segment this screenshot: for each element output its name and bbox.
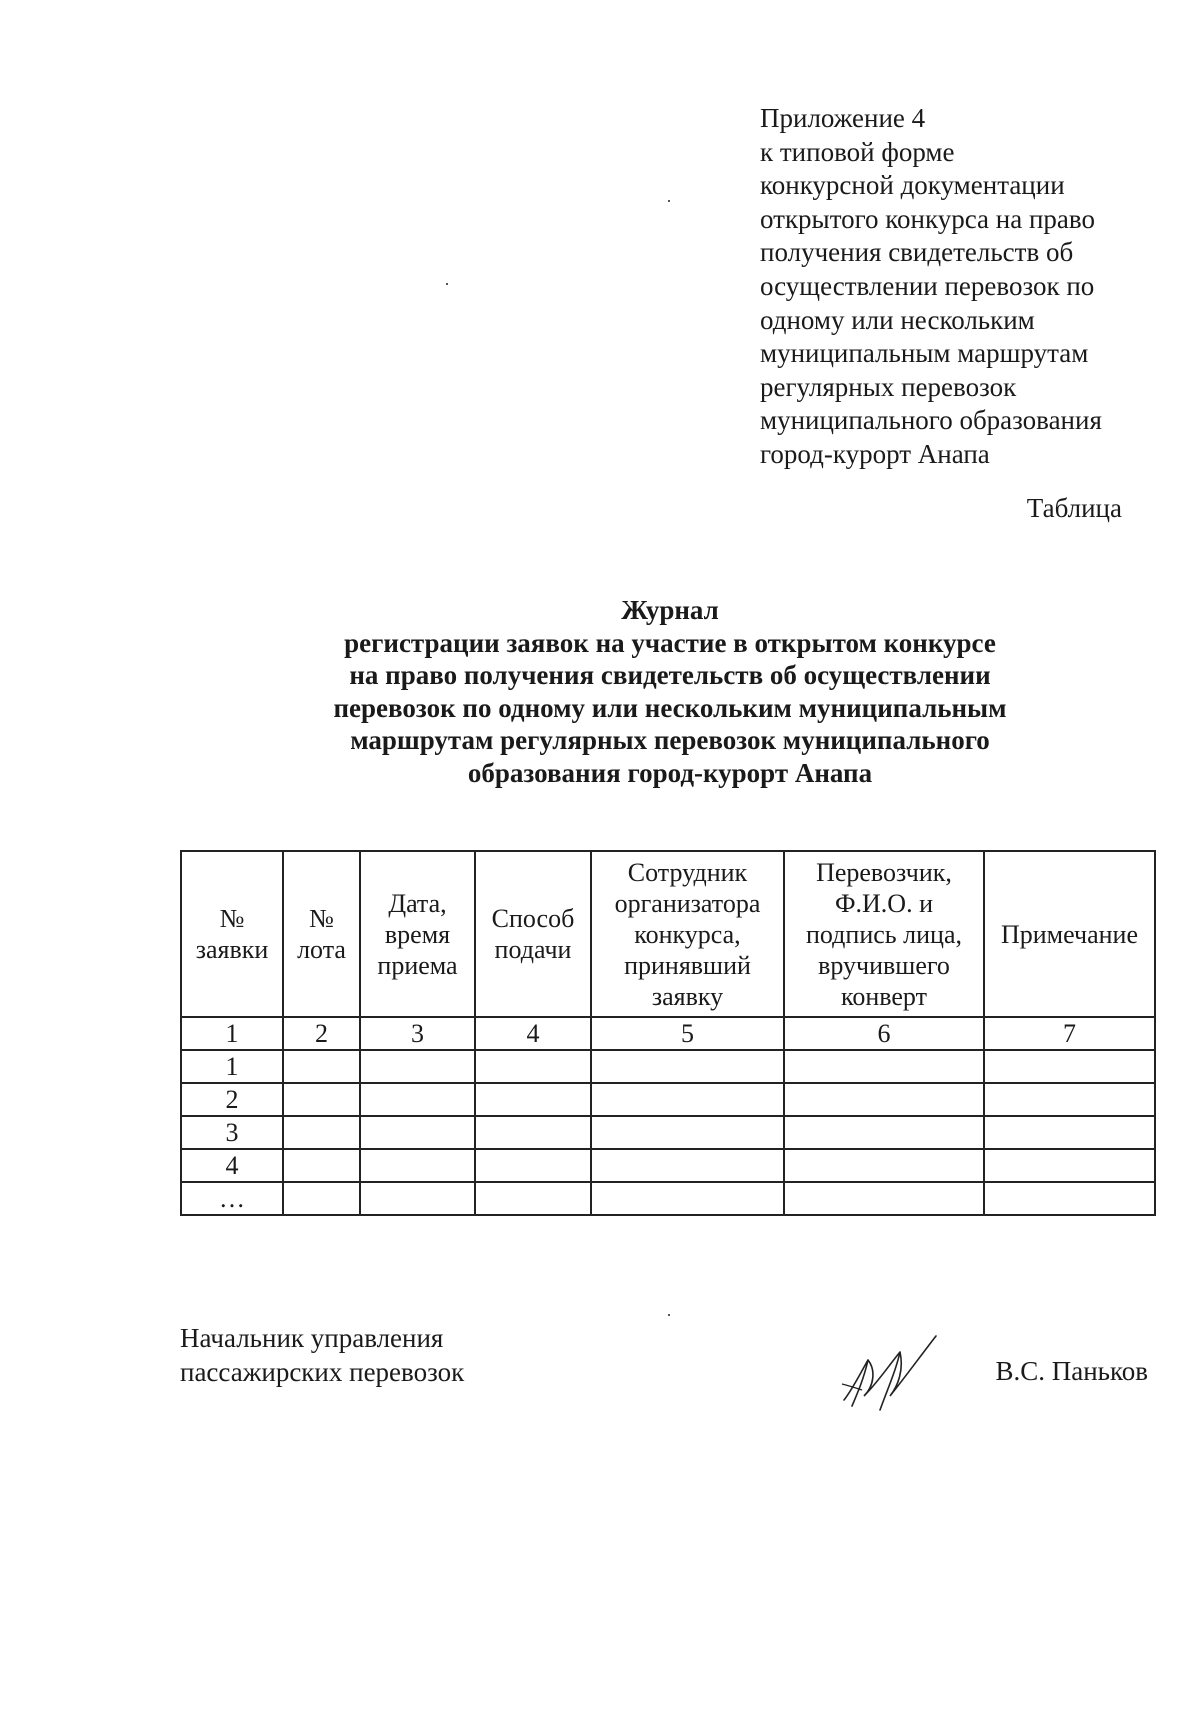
table-cell: [984, 1182, 1155, 1215]
table-row: [181, 1149, 1155, 1182]
appendix-line: регулярных перевозок: [760, 371, 1017, 402]
table-cell: [475, 1182, 591, 1215]
table-cell: [283, 1083, 360, 1116]
table-cell: [283, 1050, 360, 1083]
registration-table: [180, 850, 1156, 1216]
appendix-line: получения свидетельств об: [760, 237, 1074, 268]
table-cell: [475, 1149, 591, 1182]
table-cell: [984, 1116, 1155, 1149]
application-number-cell: …: [181, 1182, 283, 1215]
table-cell: [784, 1116, 984, 1149]
column-header-line: Примечание: [1000, 919, 1139, 949]
title-line: на право получения свидетельств об осуществлении: [349, 660, 991, 691]
column-header: [984, 851, 1155, 1017]
column-header-line: заявку: [651, 981, 724, 1011]
column-header-line: конкурса,: [634, 919, 741, 949]
appendix-line: город-курорт Анапа: [760, 438, 990, 469]
column-header-line: приема: [377, 950, 458, 980]
table-cell: [591, 1116, 784, 1149]
table-row: [181, 1083, 1155, 1116]
scan-speck: [446, 283, 448, 285]
title-line: маршрутам регулярных перевозок муниципального: [350, 725, 990, 756]
table-cell: [283, 1182, 360, 1215]
appendix-line: конкурсной документации: [760, 170, 1065, 201]
column-header: [283, 851, 360, 1017]
table-cell: [591, 1149, 784, 1182]
column-number-cell: 6: [784, 1017, 984, 1050]
table-cell: [283, 1149, 360, 1182]
title-line: образования город-курорт Анапа: [467, 757, 873, 788]
handwritten-signature: [838, 1330, 943, 1414]
column-header-line: Сотрудник: [627, 857, 748, 887]
signer-position-line: пассажирских перевозок: [180, 1357, 465, 1387]
column-header-line: принявший: [624, 950, 751, 980]
table-cell: [784, 1083, 984, 1116]
column-header-line: конверт: [841, 981, 927, 1011]
title-line: регистрации заявок на участие в открытом конкурсе: [344, 627, 996, 658]
column-header: [591, 851, 784, 1017]
table-cell: [475, 1050, 591, 1083]
column-number-cell: 3: [360, 1017, 475, 1050]
signer-position-line: Начальник управления: [180, 1323, 444, 1353]
column-number-cell: 2: [283, 1017, 360, 1050]
application-number-cell: 1: [181, 1050, 283, 1083]
column-number-cell: 4: [475, 1017, 591, 1050]
table-label: Таблица: [1026, 493, 1122, 523]
signer-position: [180, 1321, 464, 1389]
appendix-line: к типовой форме: [760, 136, 955, 167]
table-cell: [360, 1050, 475, 1083]
appendix-line: муниципальным маршрутам: [760, 338, 1089, 369]
column-header: [360, 851, 475, 1017]
document-title: [240, 594, 1100, 790]
signer-name: В.С. Паньков: [995, 1356, 1148, 1386]
column-header-line: лота: [297, 935, 346, 964]
table-cell: [360, 1116, 475, 1149]
column-number-row: [181, 1017, 1155, 1050]
table-row: [181, 1116, 1155, 1149]
column-header: [475, 851, 591, 1017]
table-row: [181, 1182, 1155, 1215]
column-header: [784, 851, 984, 1017]
appendix-line: одному или нескольким: [760, 304, 1035, 335]
appendix-line: Приложение 4: [760, 103, 926, 133]
appendix-line: осуществлении перевозок по: [760, 270, 1095, 301]
column-header-line: Способ: [491, 904, 575, 933]
table-cell: [360, 1149, 475, 1182]
application-number-cell: 3: [181, 1116, 283, 1149]
column-header-line: заявки: [195, 935, 269, 964]
title-line: перевозок по одному или нескольким муниципальным: [333, 692, 1007, 723]
table-cell: [475, 1083, 591, 1116]
title-line: Журнал: [621, 595, 719, 625]
table-row: [181, 1050, 1155, 1083]
table-cell: [360, 1083, 475, 1116]
scan-speck: [668, 1314, 670, 1316]
appendix-note: [760, 102, 1160, 472]
column-number-cell: 1: [181, 1017, 283, 1050]
appendix-line: открытого конкурса на право: [760, 203, 1095, 234]
application-number-cell: 2: [181, 1083, 283, 1116]
column-header-line: Ф.И.О. и: [834, 888, 933, 918]
table-cell: [360, 1182, 475, 1215]
column-header-line: время: [384, 919, 451, 949]
column-header: [181, 851, 283, 1017]
column-header-line: №: [219, 904, 245, 933]
table-cell: [784, 1050, 984, 1083]
column-header-line: подпись лица,: [806, 919, 962, 949]
column-header-line: Перевозчик,: [816, 857, 952, 887]
table-cell: [984, 1083, 1155, 1116]
table-cell: [283, 1116, 360, 1149]
column-number-cell: 7: [984, 1017, 1155, 1050]
scan-speck: [668, 200, 670, 202]
table-header-row: [181, 851, 1155, 1017]
column-header-line: организатора: [614, 888, 761, 918]
table-cell: [591, 1083, 784, 1116]
appendix-line: муниципального образования: [760, 405, 1102, 436]
column-header-line: №: [309, 904, 334, 933]
column-number-cell: 5: [591, 1017, 784, 1050]
table-cell: [475, 1116, 591, 1149]
table-cell: [784, 1149, 984, 1182]
table-cell: [984, 1050, 1155, 1083]
application-number-cell: 4: [181, 1149, 283, 1182]
column-header-line: вручившего: [818, 950, 950, 980]
column-header-line: подачи: [494, 935, 572, 964]
column-header-line: Дата,: [388, 888, 447, 918]
table-cell: [591, 1182, 784, 1215]
table-cell: [984, 1149, 1155, 1182]
table-cell: [784, 1182, 984, 1215]
table-cell: [591, 1050, 784, 1083]
